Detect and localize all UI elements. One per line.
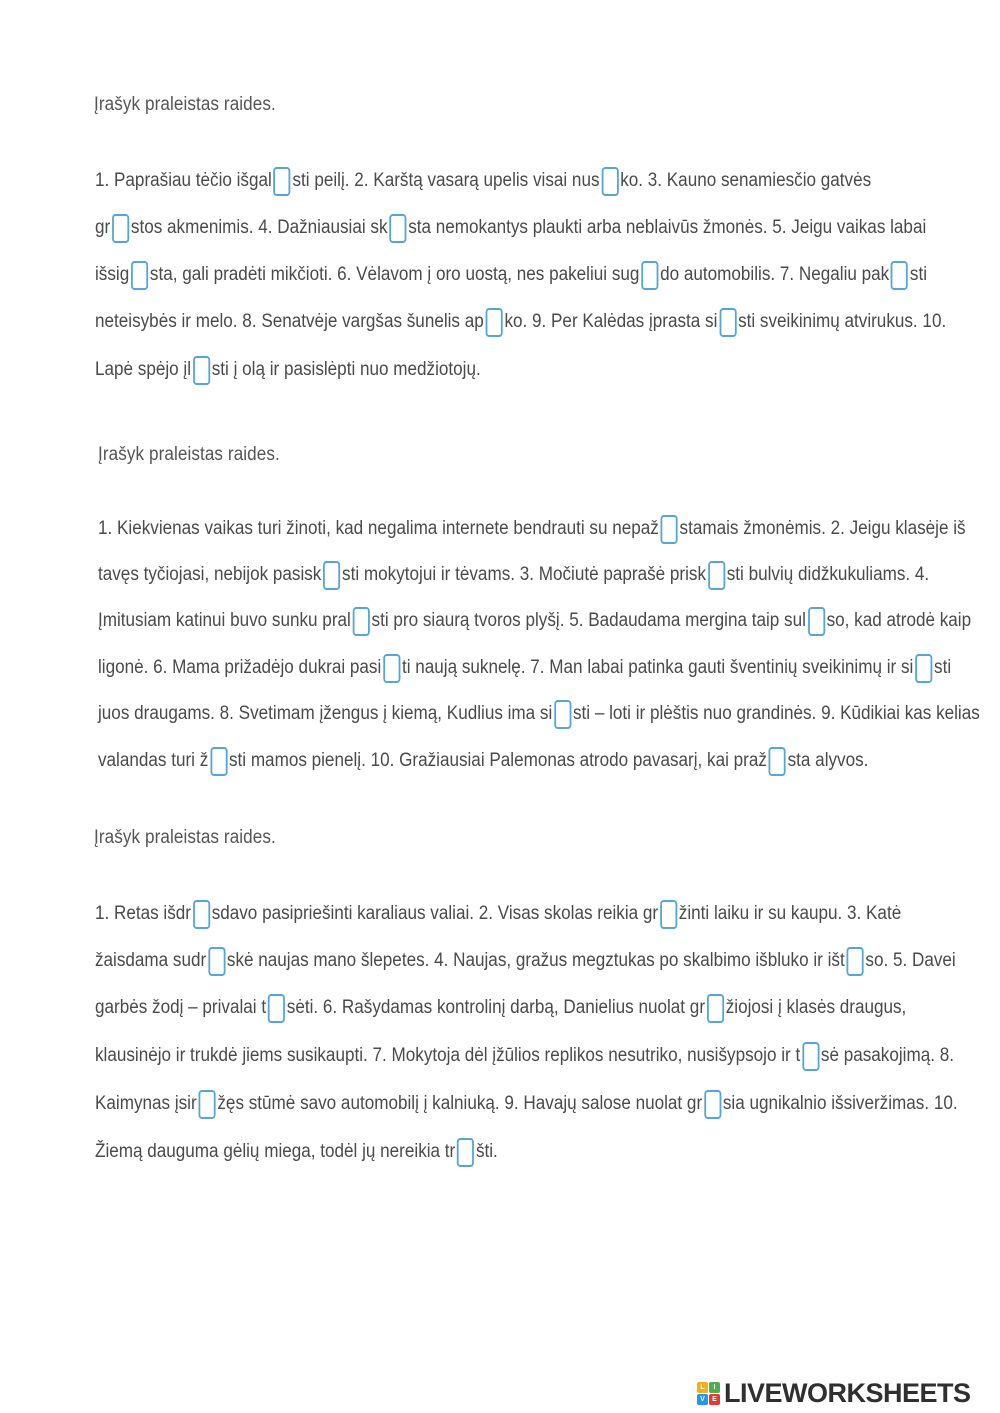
- exercise-line: [98, 696, 980, 732]
- answer-blank[interactable]: [210, 747, 227, 776]
- text-fragment: juos draugams. 8. Svetimam įžengus į kiemą, Kudlius ima si: [98, 703, 553, 724]
- answer-blank[interactable]: [769, 747, 786, 776]
- text-fragment: ligonė. 6. Mama prižadėjo dukrai pasi: [98, 657, 382, 678]
- text-fragment: Įmitusiam katinui buvo sunku pral: [98, 610, 351, 631]
- exercise-line: [98, 511, 966, 547]
- answer-blank[interactable]: [707, 994, 724, 1023]
- text-fragment: 1. Kiekvienas vaikas turi žinoti, kad negalima internete bendrauti su nepaž: [98, 518, 659, 539]
- text-fragment: sti: [909, 264, 928, 285]
- exercise-line: [95, 1134, 498, 1170]
- exercise-line: [95, 304, 946, 340]
- text-fragment: sti mokytojui ir tėvams. 3. Močiutė paprašė prisk: [342, 564, 707, 585]
- logo-square: V: [697, 1394, 708, 1405]
- liveworksheets-logo: [697, 1378, 971, 1408]
- answer-blank[interactable]: [554, 700, 571, 729]
- text-fragment: Kaimynas įsir: [95, 1093, 197, 1114]
- exercise-line: [95, 352, 481, 388]
- text-fragment: sta, gali pradėti mikčioti. 6. Vėlavom į oro uostą, nes pakeliui sug: [149, 264, 640, 285]
- answer-blank[interactable]: [457, 1138, 474, 1167]
- text-fragment: valandas turi ž: [98, 750, 209, 771]
- answer-blank[interactable]: [802, 1042, 819, 1071]
- answer-blank[interactable]: [660, 900, 677, 929]
- text-fragment: Lapė spėjo įl: [95, 359, 192, 380]
- text-fragment: stamais žmonėmis. 2. Jeigu klasėje iš: [679, 518, 966, 539]
- exercise-line: [95, 990, 906, 1026]
- exercise-line: [95, 943, 956, 979]
- text-fragment: sti: [934, 657, 952, 678]
- text-fragment: išsig: [95, 264, 130, 285]
- text-fragment: sti bulvių didžkukuliams. 4.: [726, 564, 930, 585]
- exercise-line: [98, 557, 929, 593]
- logo-square: L: [697, 1382, 708, 1393]
- text-fragment: ko. 9. Per Kalėdas įprasta si: [504, 311, 718, 332]
- text-fragment: sia ugnikalnio išsiveržimas. 10.: [722, 1093, 958, 1114]
- text-fragment: klausinėjo ir trukdė jiems susikaupti. 7. Mokytoja dėl įžūlios replikos nesutriko, nusišypsojo ir t: [95, 1045, 801, 1066]
- answer-blank[interactable]: [891, 261, 908, 290]
- answer-blank[interactable]: [193, 900, 210, 929]
- answer-blank[interactable]: [112, 214, 129, 243]
- logo-square: E: [709, 1394, 720, 1405]
- text-fragment: 1. Retas išdr: [95, 903, 191, 924]
- exercise-line: [95, 896, 901, 932]
- answer-blank[interactable]: [719, 308, 736, 337]
- answer-blank[interactable]: [486, 308, 503, 337]
- answer-blank[interactable]: [383, 654, 400, 683]
- answer-blank[interactable]: [193, 356, 210, 385]
- answer-blank[interactable]: [601, 167, 618, 196]
- answer-blank[interactable]: [274, 167, 291, 196]
- text-fragment: žiojosi į klasės draugus,: [725, 997, 907, 1018]
- exercise-line: [95, 1038, 954, 1074]
- text-fragment: žęs stūmė savo automobilį į kalniuką. 9. Havajų salose nuolat gr: [217, 1093, 703, 1114]
- answer-blank[interactable]: [208, 947, 225, 976]
- text-fragment: sdavo pasipriešinti karaliaus valiai. 2. Visas skolas reikia gr: [211, 903, 659, 924]
- section-heading: Įrašyk praleistas raides.: [94, 94, 276, 115]
- exercise-line: [98, 603, 971, 639]
- logo-text: LIVEWORKSHEETS: [724, 1377, 971, 1408]
- answer-blank[interactable]: [661, 515, 678, 544]
- answer-blank[interactable]: [704, 1090, 721, 1119]
- answer-blank[interactable]: [847, 947, 864, 976]
- exercise-line: [95, 210, 926, 246]
- logo-square: I: [709, 1382, 720, 1393]
- text-fragment: 1. Paprašiau tėčio išgal: [95, 170, 272, 191]
- text-fragment: sti – loti ir plėštis nuo grandinės. 9. Kūdikiai kas kelias: [572, 703, 980, 724]
- text-fragment: neteisybės ir melo. 8. Senatvėje vargšas šunelis ap: [95, 311, 484, 332]
- text-fragment: Žiemą dauguma gėlių miega, todėl jų nereikia tr: [95, 1141, 456, 1162]
- text-fragment: garbės žodį – privalai t: [95, 997, 267, 1018]
- exercise-line: [98, 743, 868, 779]
- text-fragment: sti peilį. 2. Karštą vasarą upelis visai nus: [292, 170, 600, 191]
- text-fragment: sė pasakojimą. 8.: [820, 1045, 954, 1066]
- text-fragment: žaisdama sudr: [95, 950, 207, 971]
- text-fragment: sta nemokantys plaukti arba neblaivūs žmonės. 5. Jeigu vaikas labai: [408, 217, 927, 238]
- answer-blank[interactable]: [268, 994, 285, 1023]
- text-fragment: sta alyvos.: [787, 750, 869, 771]
- text-fragment: tavęs tyčiojasi, nebijok pasisk: [98, 564, 322, 585]
- answer-blank[interactable]: [389, 214, 406, 243]
- text-fragment: do automobilis. 7. Negaliu pak: [660, 264, 890, 285]
- section-heading: Įrašyk praleistas raides.: [98, 444, 280, 465]
- answer-blank[interactable]: [353, 607, 370, 636]
- text-fragment: sti į olą ir pasislėpti nuo medžiotojų.: [211, 359, 481, 380]
- text-fragment: šti.: [475, 1141, 498, 1162]
- text-fragment: sti sveikinimų atvirukus. 10.: [738, 311, 947, 332]
- text-fragment: žinti laiku ir su kaupu. 3. Katė: [678, 903, 902, 924]
- text-fragment: sėti. 6. Rašydamas kontrolinį darbą, Danielius nuolat gr: [286, 997, 706, 1018]
- exercise-line: [95, 1086, 958, 1122]
- answer-blank[interactable]: [198, 1090, 215, 1119]
- exercise-line: [98, 650, 951, 686]
- answer-blank[interactable]: [915, 654, 932, 683]
- text-fragment: sti mamos pienelį. 10. Gražiausiai Palemonas atrodo pavasarį, kai praž: [228, 750, 767, 771]
- text-fragment: ko. 3. Kauno senamiesčio gatvės: [620, 170, 872, 191]
- text-fragment: gr: [95, 217, 111, 238]
- text-fragment: skė naujas mano šlepetes. 4. Naujas, gražus megztukas po skalbimo išbluko ir išt: [226, 950, 845, 971]
- text-fragment: so, kad atrodė kaip: [826, 610, 972, 631]
- answer-blank[interactable]: [708, 561, 725, 590]
- text-fragment: stos akmenimis. 4. Dažniausiai sk: [130, 217, 388, 238]
- text-fragment: ti naują suknelę. 7. Man labai patinka gauti šventinių sveikinimų ir si: [401, 657, 914, 678]
- exercise-line: [95, 257, 927, 293]
- logo-mark-icon: [697, 1382, 720, 1405]
- text-fragment: so. 5. Davei: [865, 950, 956, 971]
- section-heading: Įrašyk praleistas raides.: [94, 827, 276, 848]
- answer-blank[interactable]: [131, 261, 148, 290]
- answer-blank[interactable]: [808, 607, 825, 636]
- exercise-line: [95, 163, 871, 199]
- text-fragment: sti pro siaurą tvoros plyšį. 5. Badaudama mergina taip sul: [371, 610, 806, 631]
- answer-blank[interactable]: [323, 561, 340, 590]
- answer-blank[interactable]: [641, 261, 658, 290]
